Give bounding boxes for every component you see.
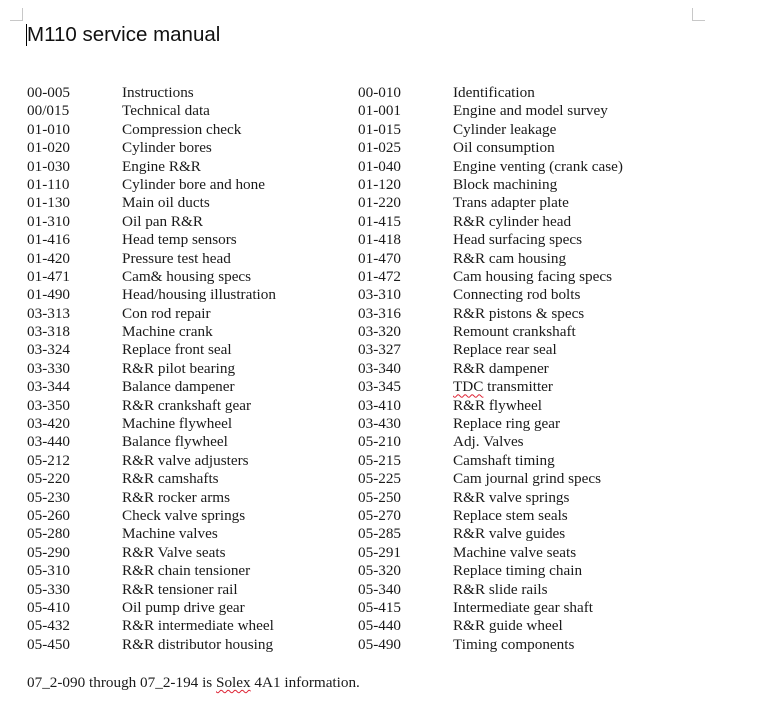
section-title-left[interactable]: R&R chain tensioner: [122, 562, 251, 580]
section-title-right[interactable]: Cam journal grind specs: [453, 470, 602, 488]
table-row: [27, 525, 747, 543]
section-title-right[interactable]: Cam housing facing specs: [453, 267, 613, 285]
section-code-left[interactable]: 01-030: [27, 157, 71, 175]
section-title-right[interactable]: R&R valve springs: [453, 488, 570, 506]
table-row: [27, 360, 747, 378]
section-code-right[interactable]: 05-225: [358, 470, 402, 488]
section-code-right[interactable]: 03-316: [358, 304, 402, 322]
section-code-left[interactable]: 05-330: [27, 580, 71, 598]
section-title-left[interactable]: Instructions: [122, 84, 194, 101]
table-row: [27, 433, 747, 451]
section-title-right[interactable]: Replace rear seal: [453, 341, 557, 359]
section-code-right[interactable]: 05-270: [358, 506, 402, 524]
table-row: [27, 250, 747, 268]
section-title-right[interactable]: Intermediate gear shaft: [453, 598, 593, 616]
section-title-left[interactable]: Oil pan R&R: [122, 212, 204, 230]
table-row: [27, 158, 747, 176]
section-code-right[interactable]: 01-415: [358, 212, 402, 230]
section-code-right[interactable]: 01-220: [358, 194, 402, 212]
section-code-right[interactable]: 01-040: [358, 157, 402, 175]
section-title-right[interactable]: R&R dampener: [453, 359, 549, 377]
section-title-left[interactable]: Machine crank: [122, 323, 213, 341]
section-code-left[interactable]: 05-230: [27, 488, 71, 506]
section-code-left[interactable]: 03-440: [27, 433, 71, 451]
section-code-right[interactable]: 05-250: [358, 488, 402, 506]
section-code-right[interactable]: 01-418: [358, 231, 402, 249]
section-code-left[interactable]: 05-310: [27, 562, 71, 580]
table-row: [27, 84, 747, 102]
section-code-left[interactable]: 03-324: [27, 341, 71, 359]
section-code-left[interactable]: 01-020: [27, 139, 71, 157]
section-code-left[interactable]: 00-005: [27, 84, 71, 101]
section-code-left[interactable]: 01-130: [27, 194, 71, 212]
section-title-right[interactable]: R&R slide rails: [453, 580, 548, 598]
table-row: [27, 397, 747, 415]
table-row: [27, 415, 747, 433]
section-code-right[interactable]: 05-210: [358, 433, 402, 451]
section-title-left[interactable]: R&R Valve seats: [122, 543, 226, 561]
section-title-left[interactable]: Balance dampener: [122, 378, 235, 396]
section-code-right[interactable]: 01-025: [358, 139, 402, 157]
section-code-left[interactable]: 05-432: [27, 617, 71, 635]
section-title-left[interactable]: R&R crankshaft gear: [122, 396, 252, 414]
section-title-right[interactable]: Connecting rod bolts: [453, 286, 581, 304]
table-row: [27, 231, 747, 249]
section-title-right[interactable]: Timing components: [453, 635, 575, 653]
section-title-right[interactable]: Camshaft timing: [453, 451, 555, 469]
table-row: [27, 378, 747, 396]
section-title-right[interactable]: R&R flywheel: [453, 396, 543, 414]
section-title-right[interactable]: Replace ring gear: [453, 415, 561, 433]
table-row: [27, 268, 747, 286]
footer-text-after: 4A1 information.: [250, 674, 360, 691]
section-title-left[interactable]: Cam& housing specs: [122, 267, 252, 285]
section-code-right[interactable]: 01-001: [358, 102, 402, 120]
table-row: [27, 599, 747, 617]
table-row: [27, 452, 747, 470]
table-row: [27, 102, 747, 120]
section-code-right[interactable]: 03-327: [358, 341, 402, 359]
section-title-right[interactable]: Machine valve seats: [453, 543, 577, 561]
table-row: [27, 323, 747, 341]
table-row: [27, 305, 747, 323]
section-title-left[interactable]: Head temp sensors: [122, 231, 237, 249]
section-code-left[interactable]: 03-313: [27, 304, 71, 322]
table-row: [27, 176, 747, 194]
section-title-left[interactable]: Machine valves: [122, 525, 218, 543]
table-row: [27, 213, 747, 231]
section-title-right[interactable]: R&R cam housing: [453, 249, 567, 267]
section-code-left[interactable]: 05-410: [27, 598, 71, 616]
section-title-left[interactable]: Pressure test head: [122, 249, 231, 267]
section-code-right[interactable]: 01-015: [358, 120, 402, 138]
section-title-left[interactable]: Machine flywheel: [122, 415, 233, 433]
table-row: [27, 139, 747, 157]
section-code-left[interactable]: 01-420: [27, 249, 71, 267]
section-code-left[interactable]: 01-310: [27, 212, 71, 230]
section-code-right[interactable]: 03-320: [358, 323, 402, 341]
section-title-right[interactable]: TDC transmitter: [453, 378, 553, 396]
section-code-left[interactable]: 01-110: [27, 175, 70, 193]
section-code-left[interactable]: 01-490: [27, 286, 71, 304]
table-row: [27, 544, 747, 562]
section-title-right[interactable]: R&R guide wheel: [453, 617, 563, 635]
section-code-right[interactable]: 01-120: [358, 175, 402, 193]
section-code-right[interactable]: 03-345: [358, 378, 402, 396]
section-code-right[interactable]: 05-285: [358, 525, 402, 543]
section-title-left[interactable]: Oil pump drive gear: [122, 598, 245, 616]
section-code-right[interactable]: 05-490: [358, 635, 402, 653]
section-code-left[interactable]: 03-420: [27, 415, 71, 433]
section-title-left[interactable]: R&R tensioner rail: [122, 580, 238, 598]
section-code-left[interactable]: 03-350: [27, 396, 71, 414]
section-code-left[interactable]: 01-010: [27, 120, 71, 138]
table-row: [27, 562, 747, 580]
section-title-right[interactable]: Cylinder leakage: [453, 120, 557, 138]
document-title[interactable]: M110 service manual: [27, 23, 221, 46]
section-title-left[interactable]: Technical data: [122, 102, 210, 120]
page-corner-mark-top-left: [10, 8, 23, 21]
section-title-left[interactable]: Compression check: [122, 120, 242, 138]
section-title-right[interactable]: Engine and model survey: [453, 102, 608, 120]
footer-spellcheck-word[interactable]: Solex: [216, 674, 251, 691]
section-title-right[interactable]: R&R valve guides: [453, 525, 566, 543]
section-title-right[interactable]: Replace timing chain: [453, 562, 583, 580]
section-code-right[interactable]: 05-340: [358, 580, 402, 598]
page-corner-mark-top-right: [692, 8, 705, 21]
table-row: [27, 194, 747, 212]
section-code-right[interactable]: 03-340: [358, 359, 402, 377]
section-code-right[interactable]: 05-415: [358, 598, 402, 616]
section-code-left[interactable]: 00/015: [27, 102, 70, 120]
section-title-left[interactable]: Engine R&R: [122, 157, 201, 175]
section-title-right[interactable]: Adj. Valves: [453, 433, 524, 451]
section-title-right[interactable]: Oil consumption: [453, 139, 555, 157]
section-code-left[interactable]: 05-450: [27, 635, 71, 653]
section-title-left[interactable]: Main oil ducts: [122, 194, 210, 212]
section-title-left[interactable]: Cylinder bore and hone: [122, 175, 265, 193]
section-code-right[interactable]: 05-440: [358, 617, 402, 635]
section-code-left[interactable]: 03-330: [27, 359, 71, 377]
section-code-right[interactable]: 03-410: [358, 396, 402, 414]
section-title-right[interactable]: R&R pistons & specs: [453, 304, 585, 322]
section-code-right[interactable]: 03-430: [358, 415, 402, 433]
section-title-right[interactable]: R&R cylinder head: [453, 212, 572, 230]
section-title-right[interactable]: Block machining: [453, 175, 558, 193]
section-title-left[interactable]: Balance flywheel: [122, 433, 228, 451]
section-code-right[interactable]: 03-310: [358, 286, 402, 304]
table-row: [27, 286, 747, 304]
section-code-left[interactable]: 05-280: [27, 525, 71, 543]
section-code-left[interactable]: 01-416: [27, 231, 71, 249]
section-code-left[interactable]: 05-260: [27, 506, 71, 524]
spellcheck-word[interactable]: TDC: [453, 378, 484, 396]
section-code-right[interactable]: 05-320: [358, 562, 402, 580]
footer-text-before: 07_2-090 through 07_2-194 is: [27, 674, 216, 691]
section-code-left[interactable]: 03-344: [27, 378, 71, 396]
section-code-left[interactable]: 05-220: [27, 470, 71, 488]
section-title-left[interactable]: R&R rocker arms: [122, 488, 230, 506]
table-row: [27, 489, 747, 507]
table-row: [27, 617, 747, 635]
section-code-right[interactable]: 01-470: [358, 249, 402, 267]
section-code-right[interactable]: 00-010: [358, 84, 402, 101]
section-title-right[interactable]: Replace stem seals: [453, 506, 568, 524]
section-code-left[interactable]: 03-318: [27, 323, 71, 341]
section-title-right[interactable]: Trans adapter plate: [453, 194, 569, 212]
table-row: [27, 470, 747, 488]
footer-note[interactable]: [27, 674, 360, 692]
section-title-left[interactable]: Head/housing illustration: [122, 286, 276, 304]
section-title-left[interactable]: R&R intermediate wheel: [122, 617, 274, 635]
section-title-left[interactable]: Check valve springs: [122, 506, 246, 524]
table-row: [27, 341, 747, 359]
section-title-right[interactable]: Identification: [453, 84, 535, 101]
section-title-left[interactable]: Cylinder bores: [122, 139, 212, 157]
section-title-left[interactable]: Con rod repair: [122, 304, 211, 322]
section-title-left[interactable]: R&R camshafts: [122, 470, 219, 488]
table-row: [27, 121, 747, 139]
table-row: [27, 581, 747, 599]
section-code-left[interactable]: 05-212: [27, 451, 71, 469]
section-code-right[interactable]: 05-215: [358, 451, 402, 469]
table-row: [27, 507, 747, 525]
section-title-left[interactable]: R&R distributor housing: [122, 635, 274, 653]
service-index-table: [27, 84, 747, 654]
section-title-left[interactable]: R&R pilot bearing: [122, 359, 236, 377]
section-title-left[interactable]: R&R valve adjusters: [122, 451, 249, 469]
section-title-right[interactable]: Engine venting (crank case): [453, 157, 623, 175]
section-title-right[interactable]: Head surfacing specs: [453, 231, 583, 249]
section-title-right[interactable]: Remount crankshaft: [453, 323, 576, 341]
section-code-left[interactable]: 05-290: [27, 543, 71, 561]
section-code-right[interactable]: 05-291: [358, 543, 402, 561]
section-title-left[interactable]: Replace front seal: [122, 341, 232, 359]
section-code-right[interactable]: 01-472: [358, 267, 402, 285]
section-code-left[interactable]: 01-471: [27, 267, 71, 285]
table-row: [27, 636, 747, 654]
